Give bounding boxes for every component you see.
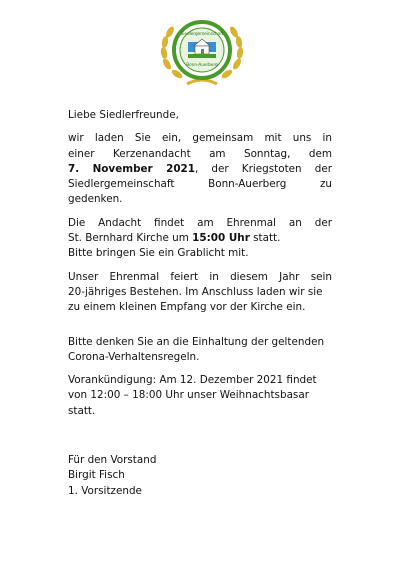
paragraph-anniversary: Unser Ehrenmal feiert in diesem Jahr sein 20-jähriges Bestehen. Im Anschluss laden wir sie zu einem kleinen Empfang vor der Kirche ein. [68, 270, 332, 314]
signature-block: Für den Vorstand Birgit Fisch 1. Vorsitzende [68, 453, 332, 499]
signer-role: 1. Vorsitzende [68, 484, 142, 497]
event-date: 7. November 2021 [68, 162, 196, 175]
letter-body [68, 108, 332, 507]
paragraph-invitation: wir laden Sie ein, gemeinsam mit uns in einer Kerzenandacht am Sonntag, dem 7. November 2021, der Kriegstoten der Siedlergemeinschaft Bonn-Auerberg zu gedenken. [68, 132, 332, 206]
logo-bottom-text: Bonn-Auerberg [186, 62, 218, 67]
paragraph-corona: Bitte denken Sie an die Einhaltung der geltenden Corona-Verhaltensregeln. [68, 335, 325, 363]
paragraph-announcement: Vorankündigung: Am 12. Dezember 2021 findet von 12:00 – 18:00 Uhr unser Weihnachtsbasar statt. [68, 374, 317, 417]
event-time: 15:00 Uhr [192, 232, 250, 245]
signer-name: Birgit Fisch [68, 469, 125, 482]
club-logo [157, 12, 247, 88]
logo-top-text: Siedlergemeinschaft [180, 31, 224, 36]
paragraph-location: Die Andacht findet am Ehrenmal an der St. Bernhard Kirche um 15:00 Uhr statt. Bitte bringen Sie ein Grablicht mit. [68, 216, 332, 260]
greeting: Liebe Siedlerfreunde, [68, 109, 179, 121]
